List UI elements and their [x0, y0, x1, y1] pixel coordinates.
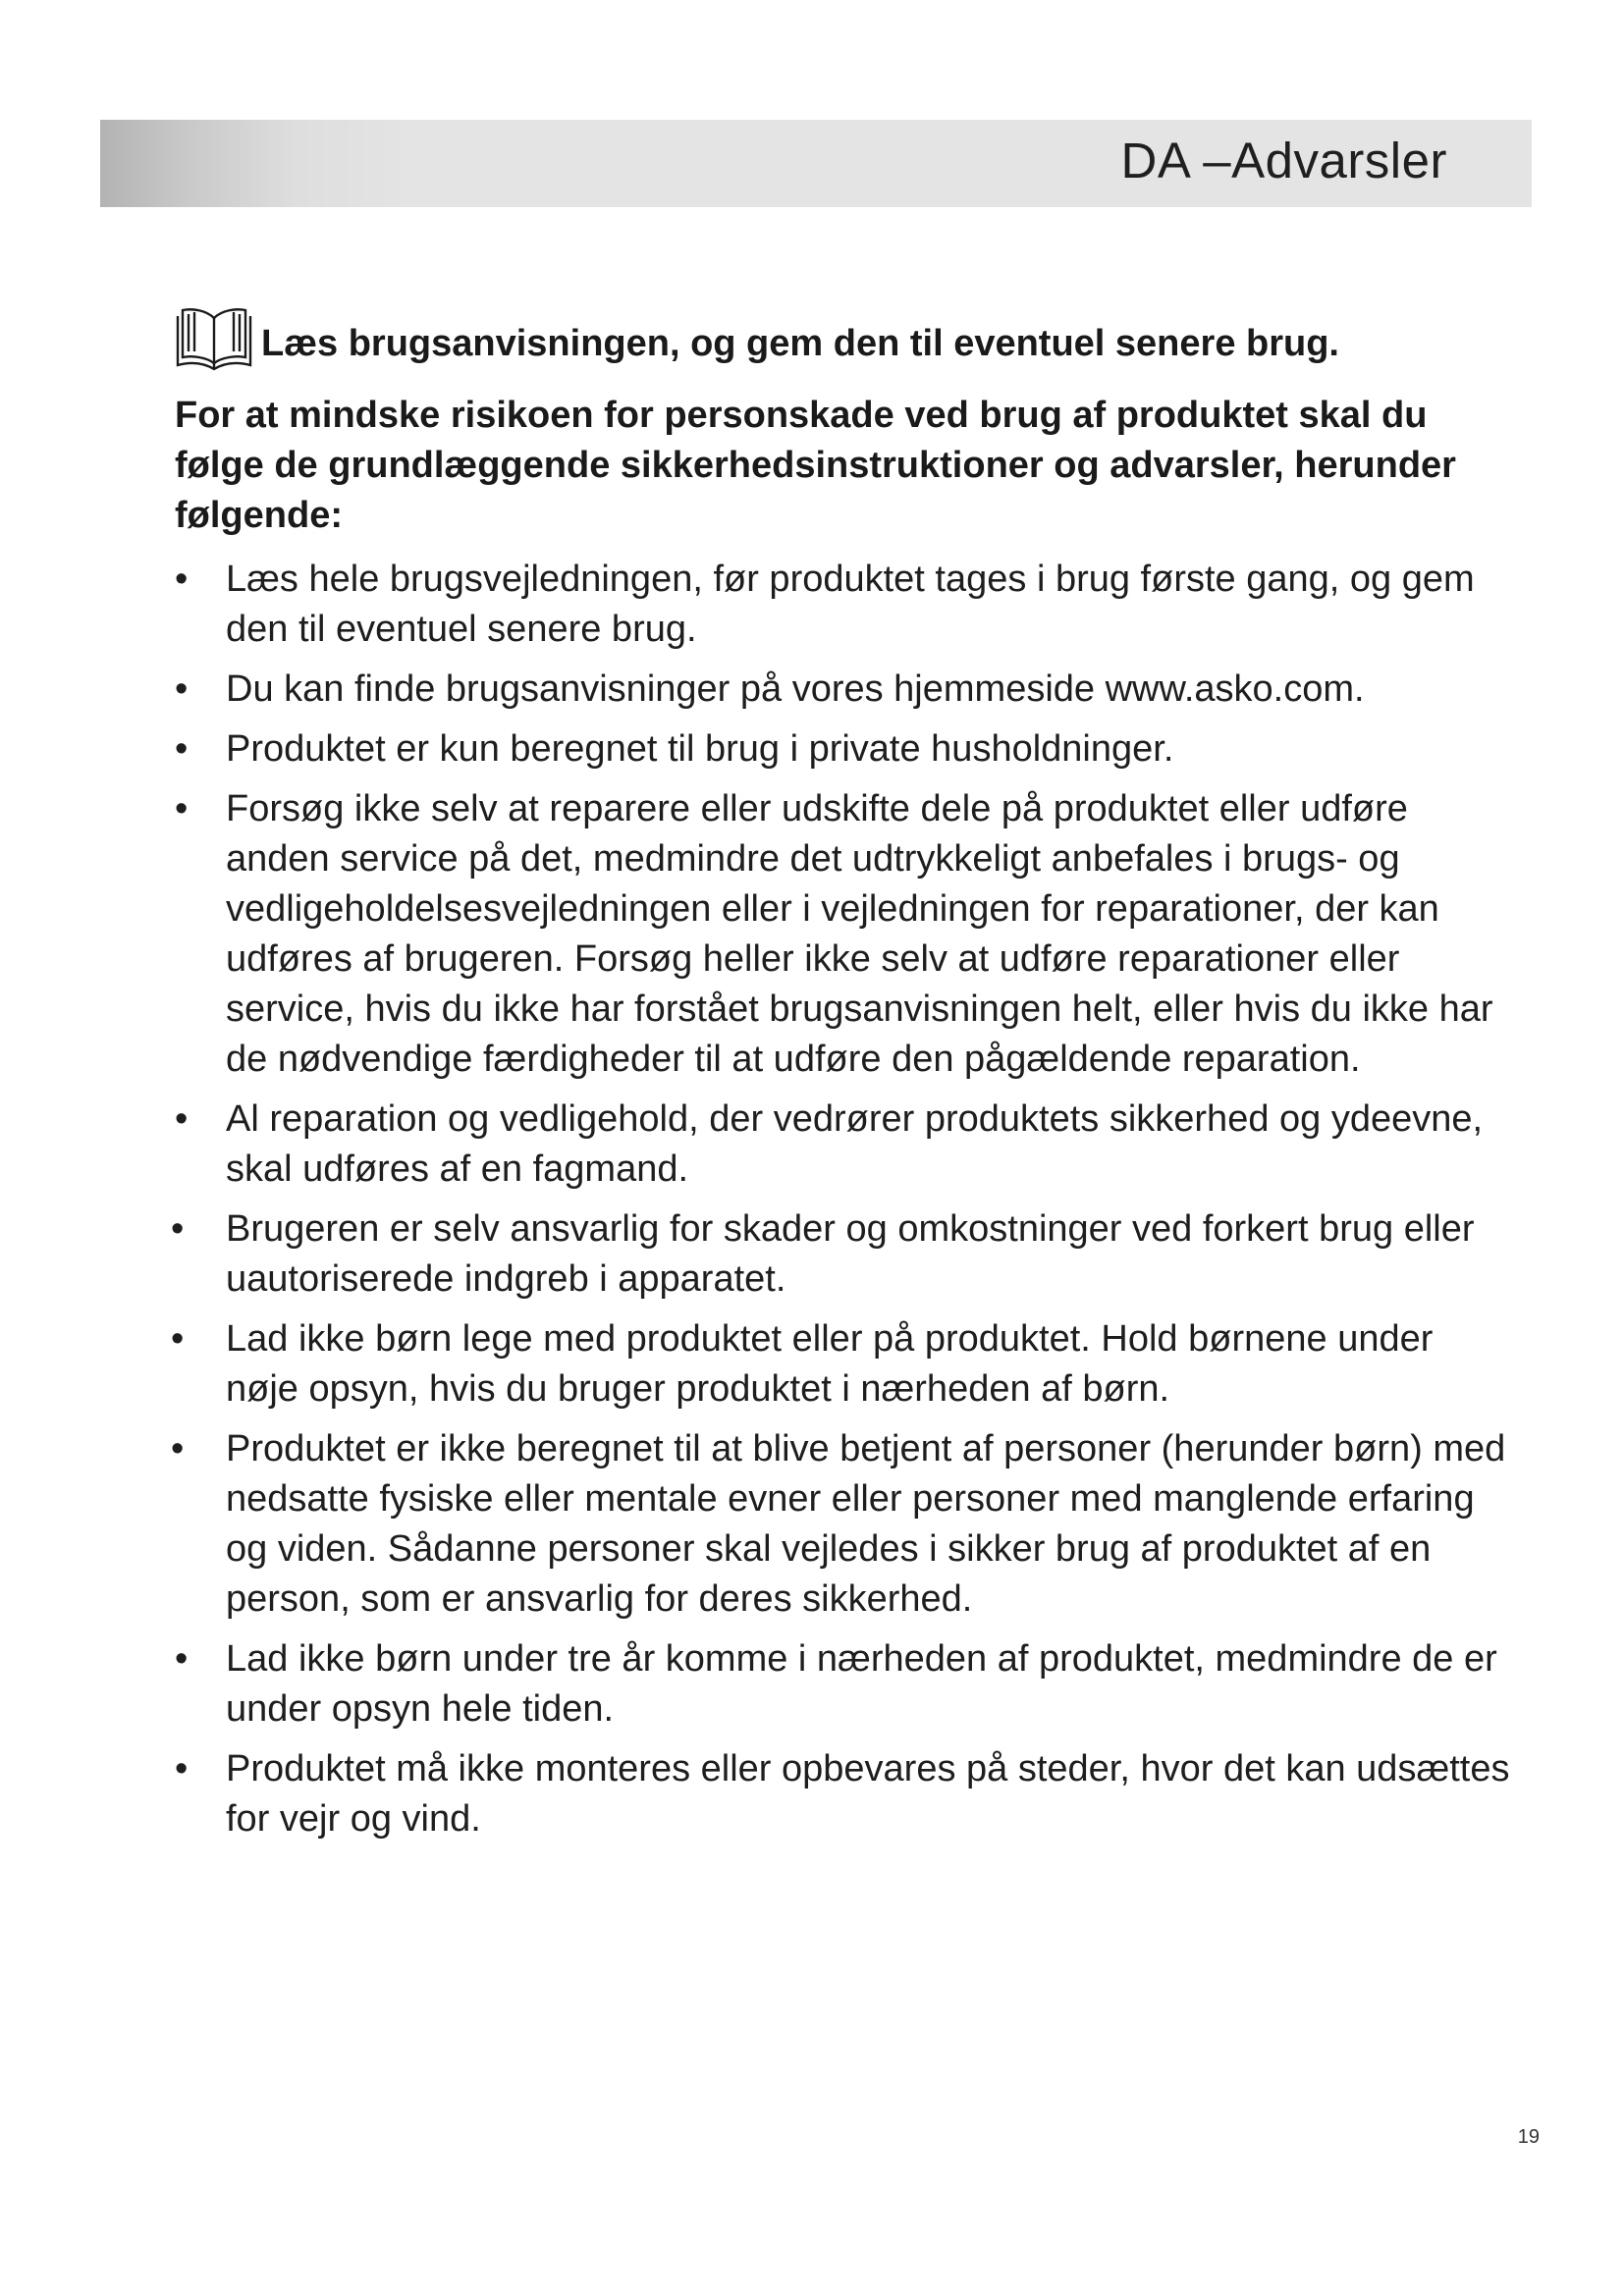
list-item-text: Produktet er ikke beregnet til at blive betjent af personer (herunder børn) med nedsatte fysiske eller mentale evner eller personer med manglende erfaring og viden. Sådanne personer skal vejledes i sikker brug af produktet af en person, som er ansvarlig for deres sikkerhed.: [226, 1428, 1506, 1620]
bullet: •: [175, 788, 189, 829]
main-content: [171, 296, 1510, 1854]
list-item: [175, 1744, 1510, 1844]
list-item: [175, 1095, 1510, 1195]
bullet: •: [175, 1748, 189, 1789]
list-item: [171, 1424, 1510, 1625]
list-item: [175, 724, 1510, 774]
list-item-text: Du kan finde brugsanvisninger på vores hjemmeside www.asko.com.: [226, 668, 1365, 710]
bullet: •: [171, 1428, 185, 1469]
list-item-text: Lad ikke børn lege med produktet eller på produktet. Hold børnene under nøje opsyn, hvis du bruger produktet i nærheden af børn.: [226, 1318, 1434, 1410]
page-number: 19: [1517, 2126, 1540, 2148]
list-item: [171, 1314, 1510, 1415]
list-item-text: Al reparation og vedligehold, der vedrører produktets sikkerhed og ydeevne, skal udføres af en fagmand.: [226, 1098, 1484, 1190]
bullet: •: [175, 1638, 189, 1680]
list-item: [175, 1634, 1510, 1735]
bullet: •: [175, 559, 189, 600]
list-item-text: Forsøg ikke selv at reparere eller udskifte dele på produktet eller udføre anden service på det, medmindre det udtrykkeligt anbefales i brugs- og vedligeholdelsesvejledningen eller i vejledningen for reparationer, der kan udføres af brugeren. Forsøg heller ikke selv at udføre reparationer eller service, hvis du ikke har forstået brugsanvisningen helt, eller hvis du ikke har de nødvendige færdigheder til at udføre den pågældende reparation.: [226, 788, 1493, 1080]
list-item-text: Læs hele brugsvejledningen, før produktet tages i brug første gang, og gem den til eventuel senere brug.: [226, 559, 1475, 650]
bullet: •: [175, 1098, 189, 1140]
book-icon: [175, 300, 253, 371]
list-item-text: Brugeren er selv ansvarlig for skader og omkostninger ved forkert brug eller uautoriserede indgreb i apparatet.: [226, 1208, 1475, 1300]
bullet: •: [175, 668, 189, 710]
list-item-text: Lad ikke børn under tre år komme i nærheden af produktet, medmindre de er under opsyn hele tiden.: [226, 1638, 1497, 1730]
list-item: [171, 1204, 1510, 1305]
warning-list: [171, 555, 1510, 1844]
bullet: •: [171, 1318, 185, 1360]
page-title: DA –Advarsler: [1120, 133, 1447, 188]
list-item-text: Produktet er kun beregnet til brug i private husholdninger.: [226, 728, 1174, 770]
list-item: [175, 784, 1510, 1085]
bullet: •: [175, 728, 189, 770]
intro-row: [175, 296, 1510, 371]
list-item: [175, 665, 1510, 715]
intro-instruction: Læs brugsanvisningen, og gem den til eventuel senere brug.: [261, 323, 1339, 365]
bullet: •: [171, 1208, 185, 1250]
list-item: [175, 555, 1510, 655]
lead-paragraph: For at mindske risikoen for personskade ved brug af produktet skal du følge de grundlæggende sikkerhedsinstruktioner og advarsler, herunder følgende:: [175, 395, 1456, 536]
list-item-text: Produktet må ikke monteres eller opbevares på steder, hvor det kan udsættes for vejr og vind.: [226, 1748, 1510, 1840]
header-band: [100, 120, 1532, 207]
